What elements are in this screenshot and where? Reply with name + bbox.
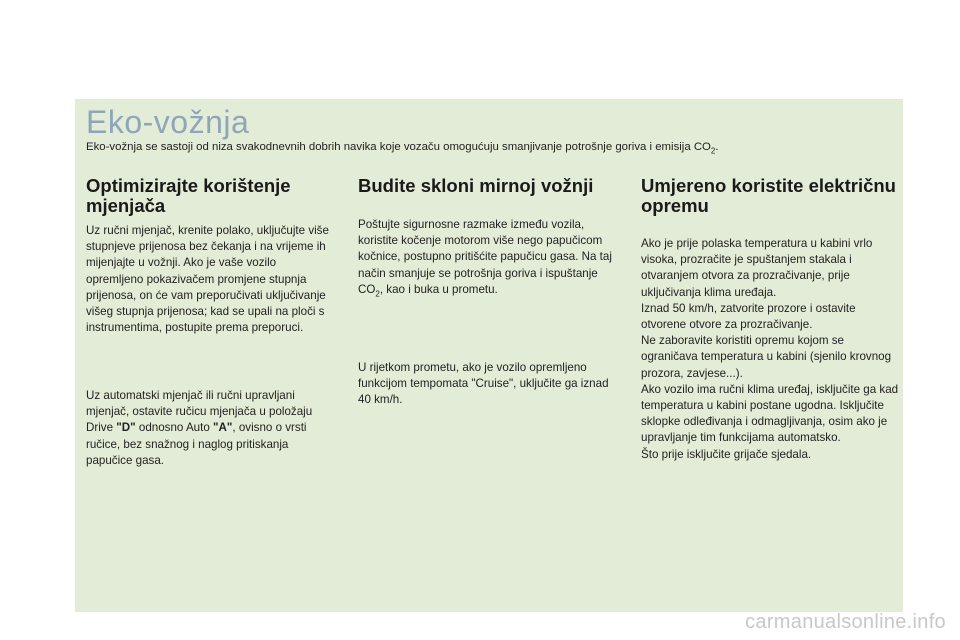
intro-subscript: 2 bbox=[710, 146, 716, 156]
intro-text bbox=[86, 141, 719, 155]
auto-label: "A" bbox=[213, 421, 233, 435]
drive-label: "D" bbox=[116, 421, 136, 435]
electrical-paragraph-5: Što prije isključite grijače sjedala. bbox=[641, 447, 812, 461]
smooth-driving-paragraph-2: U rijetkom prometu, ako je vozilo opremljeno funkcijom tempomata "Cruise", uključite ga iznad 40 km/h. bbox=[358, 361, 609, 407]
column-heading-electrical: Umjereno koristite električnu opremu bbox=[641, 175, 896, 216]
column-heading-smooth-driving: Budite skloni mirnoj vožnji bbox=[358, 175, 594, 196]
electrical-paragraph-1: Ako je prije polaska temperatura u kabini vrlo visoka, prozračite je spuštanjem stakala i otvaranjem otvora za prozračivanje, prije uključivanja klima uređaja. bbox=[641, 237, 873, 299]
watermark: carmanualsonline.info bbox=[745, 611, 946, 633]
smooth-driving-paragraph-1 bbox=[358, 217, 623, 302]
column-heading-gearbox: Optimizirajte korištenje mjenjača bbox=[86, 175, 291, 216]
intro-end: . bbox=[715, 141, 719, 153]
electrical-paragraph-4: Ako vozilo ima ručni klima uređaj, isključite ga kad temperatura u kabini postane ugodna. Isključite sklopke odleđivanja i odmagljivanja, osim ako je upravljanje tim funkcijama automatsko. bbox=[641, 382, 899, 445]
column-smooth-driving bbox=[358, 175, 623, 407]
text-run: , kao i buka u prometu. bbox=[379, 282, 498, 296]
page-title: Eko-vožnja bbox=[86, 104, 250, 140]
electrical-paragraph-2: Iznad 50 km/h, zatvorite prozore i ostavite otvorene otvore za prozračivanje. bbox=[641, 301, 856, 332]
text-run: Poštujte sigurnosne razmake između vozila, koristite kočenje motorom više nego papučicom kočnice, postupno pritišćite papučicu gasa. Na taj način smanjuje se potrošnja goriva i ispuštanje CO bbox=[358, 218, 612, 296]
gearbox-paragraph-automatic bbox=[86, 388, 336, 469]
electrical-paragraph-3: Ne zaboravite koristiti opremu kojom se ograničava temperatura u kabini (sjenilo krovnog prozora, zavjese...). bbox=[641, 334, 892, 380]
intro-main: Eko-vožnja se sastoji od niza svakodnevnih dobrih navika koje vozaču omogućuju smanjivanje potrošnje goriva i emisija CO bbox=[86, 141, 711, 153]
text-run: , ovisno o vrsti ručice, bez snažnog i naglog pritiskanja papučice gasa. bbox=[86, 421, 307, 467]
co2-subscript: 2 bbox=[375, 289, 380, 299]
text-run: Uz automatski mjenjač ili ručni upravljani mjenjač, ostavite ručicu mjenjača u položaju Drive bbox=[86, 389, 313, 435]
gearbox-paragraph-manual: Uz ručni mjenjač, krenite polako, uključujte više stupnjeve prijenosa bez čekanja i na vrijeme ih mijenjajte u vožnji. Ako je vaše vozilo opremljeno pokazivačem promjene stupnja prijenosa, on će vam preporučivati uključivanje višeg stupnja prijenosa; kad se upali na ploči s instrumentima, postupite prema preporuci. bbox=[86, 224, 329, 335]
column-gearbox bbox=[86, 175, 336, 467]
text-run: odnosno Auto bbox=[135, 421, 214, 435]
column-electrical bbox=[641, 176, 903, 463]
